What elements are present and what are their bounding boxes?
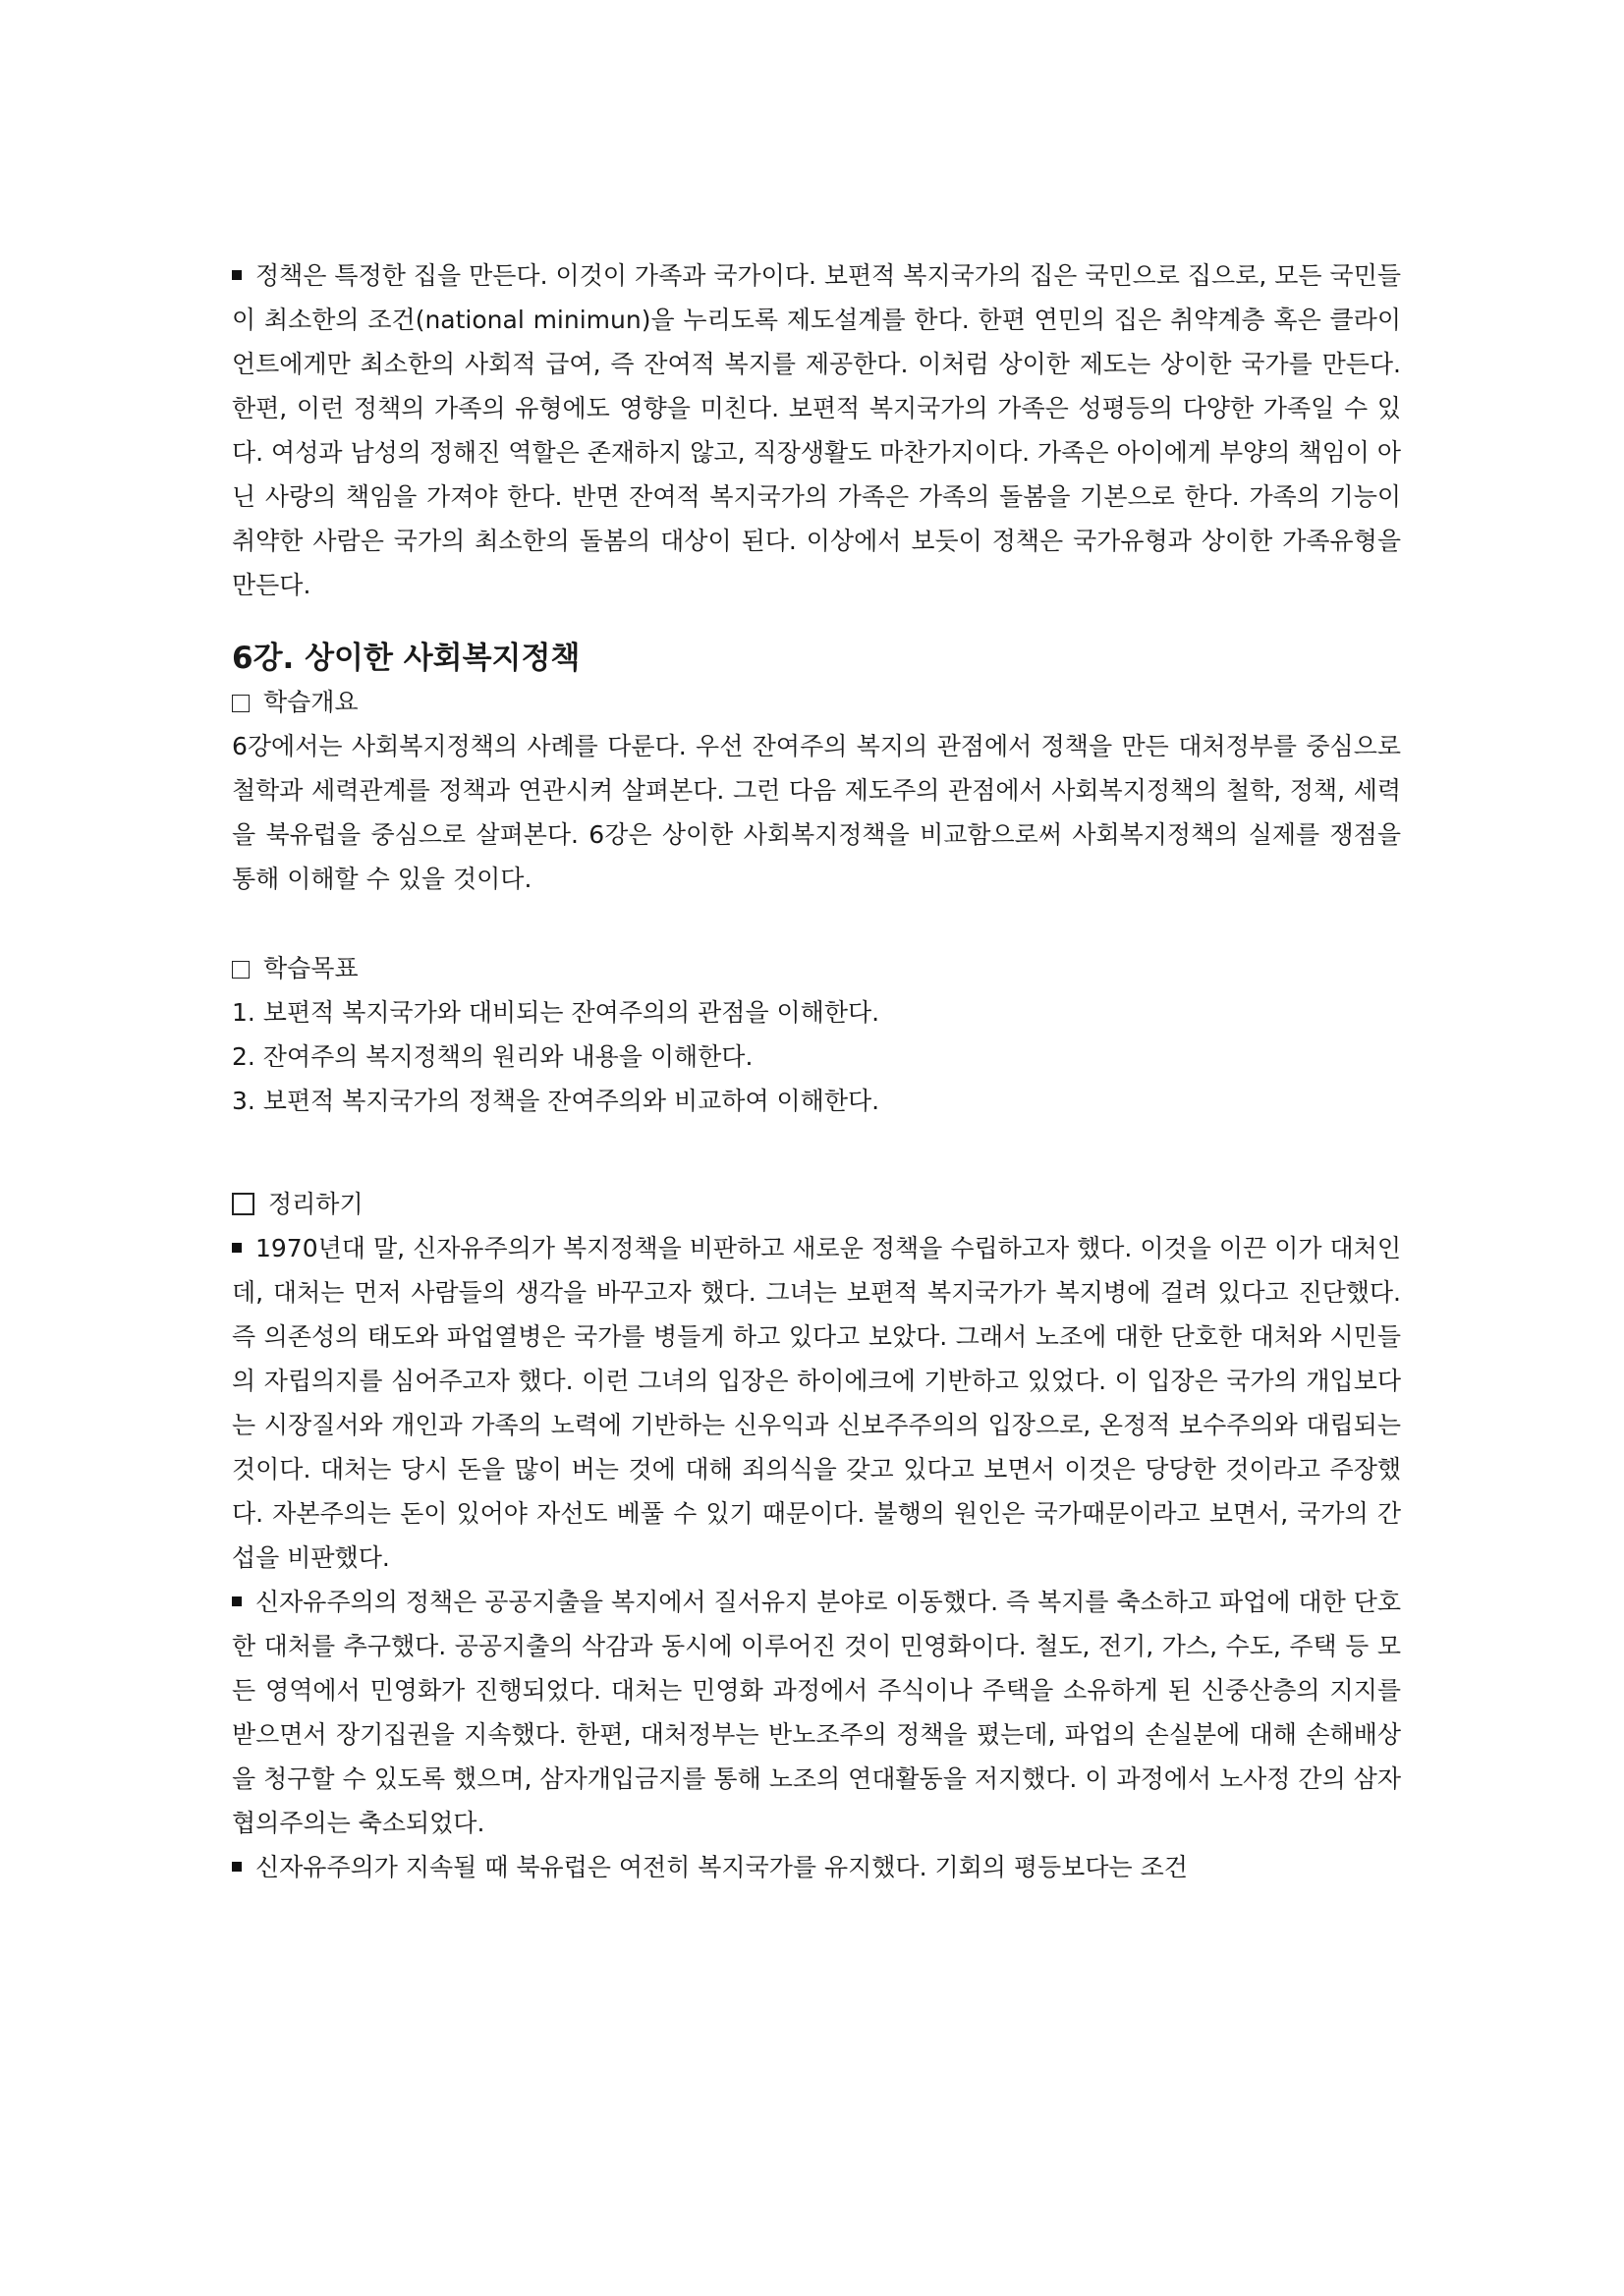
goal-item-2: 2. 잔여주의 복지정책의 원리와 내용을 이해한다.	[232, 1042, 754, 1071]
summary-text-3: 신자유주의가 지속될 때 북유럽은 여전히 복지국가를 유지했다. 기회의 평등보다는 조건	[255, 1853, 1188, 1881]
summary-paragraph-2	[232, 1580, 1401, 1845]
document-body	[232, 253, 1401, 1889]
goal-item-3: 3. 보편적 복지국가의 정책을 잔여주의와 비교하여 이해한다.	[232, 1087, 880, 1115]
empty-checkbox-icon	[232, 695, 250, 712]
overview-paragraph: 6강에서는 사회복지정책의 사례를 다룬다. 우선 잔여주의 복지의 관점에서 정책을 만든 대처정부를 중심으로 철학과 세력관계를 정책과 연관시켜 살펴본다. 그런 다음 제도주의 관점에서 사회복지정책의 철학, 정책, 세력을 북유럽을 중심으로 살펴본다. 6강은 상이한 사회복지정책을 비교함으로써 사회복지정책의 실제를 쟁점을 통해 이해할 수 있을 것이다.	[232, 732, 1401, 893]
overview-heading	[232, 680, 1401, 724]
intro-paragraph	[232, 253, 1401, 607]
summary-text-1: 1970년대 말, 신자유주의가 복지정책을 비판하고 새로운 정책을 수립하고자 했다. 이것을 이끈 이가 대처인데, 대처는 먼저 사람들의 생각을 바꾸고자 했다. 그녀는 보편적 복지국가가 복지병에 걸려 있다고 진단했다. 즉 의존성의 태도와 파업열병은 국가를 병들게 하고 있다고 보았다. 그래서 노조에 대한 단호한 대처와 시민들의 자립의지를 심어주고자 했다. 이런 그녀의 입장은 하이에크에 기반하고 있었다. 이 입장은 국가의 개입보다는 시장질서와 개인과 가족의 노력에 기반하는 신우익과 신보주주의의 입장으로, 온정적 보수주의와 대립되는 것이다. 대처는 당시 돈을 많이 버는 것에 대해 죄의식을 갖고 있다고 보면서 이것은 당당한 것이라고 주장했다. 자본주의는 돈이 있어야 자선도 베풀 수 있기 때문이다. 불행의 원인은 국가때문이라고 보면서, 국가의 간섭을 비판했다.	[232, 1234, 1401, 1572]
square-bullet-icon	[232, 270, 242, 280]
goal-item-1: 1. 보편적 복지국가와 대비되는 잔여주의의 관점을 이해한다.	[232, 998, 880, 1027]
summary-text-2: 신자유주의의 정책은 공공지출을 복지에서 질서유지 분야로 이동했다. 즉 복지를 축소하고 파업에 대한 단호한 대처를 추구했다. 공공지출의 삭감과 동시에 이루어진 것이 민영화이다. 철도, 전기, 가스, 수도, 주택 등 모든 영역에서 민영화가 진행되었다. 대처는 민영화 과정에서 주식이나 주택을 소유하게 된 신중산층의 지지를 받으면서 장기집권을 지속했다. 한편, 대처정부는 반노조주의 정책을 폈는데, 파업의 손실분에 대해 손해배상을 청구할 수 있도록 했으며, 삼자개입금지를 통해 노조의 연대활동을 저지했다. 이 과정에서 노사정 간의 삼자협의주의는 축소되었다.	[232, 1588, 1401, 1837]
chapter-title: 6강. 상이한 사회복지정책	[232, 641, 581, 676]
summary-heading	[232, 1182, 1401, 1226]
empty-checkbox-icon	[232, 1193, 254, 1215]
goals-heading	[232, 946, 1401, 990]
goals-heading-label: 학습목표	[263, 954, 359, 982]
summary-paragraph-1	[232, 1226, 1401, 1580]
square-bullet-icon	[232, 1243, 242, 1253]
square-bullet-icon	[232, 1596, 242, 1606]
overview-heading-label: 학습개요	[263, 688, 359, 716]
empty-checkbox-icon	[232, 961, 250, 979]
square-bullet-icon	[232, 1862, 242, 1872]
intro-text: 정책은 특정한 집을 만든다. 이것이 가족과 국가이다. 보편적 복지국가의 집은 국민으로 집으로, 모든 국민들이 최소한의 조건(national minimun)을 누리도록 제도설계를 한다. 한편 연민의 집은 취약계층 혹은 클라이언트에게만 최소한의 사회적 급여, 즉 잔여적 복지를 제공한다. 이처럼 상이한 제도는 상이한 국가를 만든다. 한편, 이런 정책의 가족의 유형에도 영향을 미친다. 보편적 복지국가의 가족은 성평등의 다양한 가족일 수 있다. 여성과 남성의 정해진 역할은 존재하지 않고, 직장생활도 마찬가지이다. 가족은 아이에게 부양의 책임이 아닌 사랑의 책임을 가져야 한다. 반면 잔여적 복지국가의 가족은 가족의 돌봄을 기본으로 한다. 가족의 기능이 취약한 사람은 국가의 최소한의 돌봄의 대상이 된다. 이상에서 보듯이 정책은 국가유형과 상이한 가족유형을 만든다.	[232, 261, 1401, 599]
summary-paragraph-3	[232, 1845, 1401, 1889]
summary-heading-label: 정리하기	[268, 1190, 364, 1218]
